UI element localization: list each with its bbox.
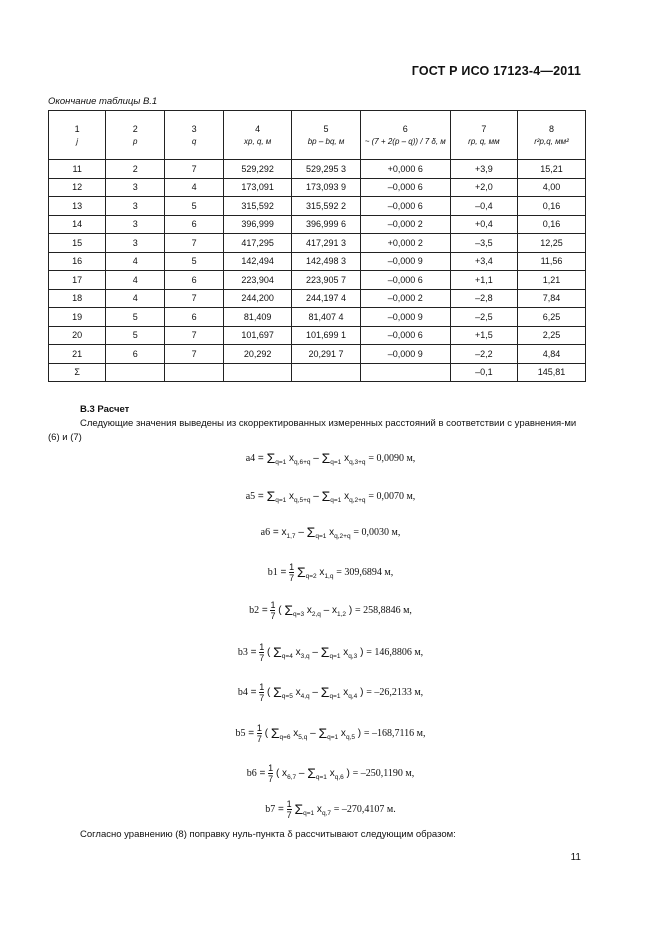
table-cell: 5: [165, 252, 224, 271]
table-cell: –0,000 6: [360, 178, 450, 197]
equation-result: = –168,7116 м,: [363, 728, 426, 740]
col-header-q: 3 q: [165, 111, 224, 160]
table-cell: 7: [165, 289, 224, 308]
sum-cell: 145,81: [517, 363, 585, 382]
table-cell: 529,295 3: [292, 160, 360, 179]
col-header-j: 1 j: [49, 111, 106, 160]
equation-lhs: a6: [260, 527, 271, 538]
table-cell: 7,84: [517, 289, 585, 308]
table-cell: 4: [106, 252, 165, 271]
table-cell: +3,9: [450, 160, 517, 179]
table-row: [49, 289, 586, 308]
table-cell: 4: [165, 178, 224, 197]
table-cell: 7: [165, 345, 224, 364]
table-row: [49, 215, 586, 234]
equation-expression: = $\frac{1}{7}$ ( $x_{6,7} - \Sigma_{q=1}$ $x_{q,6}$ ): [256, 763, 353, 784]
table-cell: 223,905 7: [292, 271, 360, 290]
table-cell: 396,999 6: [292, 215, 360, 234]
table-cell: 0,16: [517, 197, 585, 216]
equation-expression: = $\frac{1}{7}$ $\Sigma_{q=2}$ $x_{1,q}$: [277, 562, 334, 583]
equation: [0, 763, 661, 784]
table-cell: –0,000 6: [360, 326, 450, 345]
delta-note: Согласно уравнению (8) поправку нуль-пункта δ рассчитывают следующим образом:: [80, 829, 456, 840]
table-cell: 15,21: [517, 160, 585, 179]
table-row: [49, 160, 586, 179]
table-cell: 173,091: [223, 178, 291, 197]
table-cell: –0,000 9: [360, 308, 450, 327]
table-cell: 3: [106, 215, 165, 234]
table-cell: +0,4: [450, 215, 517, 234]
sum-cell: –0,1: [450, 363, 517, 382]
equation: [0, 488, 661, 504]
table-cell: +1,1: [450, 271, 517, 290]
equation-expression: = $\frac{1}{7}$ $\Sigma_{q=1}$ $x_{q,7}$: [275, 799, 331, 820]
table-cell: 3: [106, 197, 165, 216]
equation-lhs: b2: [249, 605, 260, 617]
table-cell: 396,999: [223, 215, 291, 234]
equation: [0, 524, 661, 540]
table-cell: 3: [106, 178, 165, 197]
equation-result: = 258,8846 м,: [354, 605, 412, 617]
table-cell: 16: [49, 252, 106, 271]
table-row: [49, 197, 586, 216]
table-row: [49, 234, 586, 253]
table-cell: 142,498 3: [292, 252, 360, 271]
table-row: [49, 178, 586, 197]
table-cell: 7: [165, 234, 224, 253]
table-cell: 101,697: [223, 326, 291, 345]
table-cell: 315,592: [223, 197, 291, 216]
table-cell: –2,8: [450, 289, 517, 308]
col-header-p: 2 p: [106, 111, 165, 160]
table-cell: 21: [49, 345, 106, 364]
equation-expression: = $\Sigma_{q=1}$ $x_{q,6+q} - \Sigma_{q=1}$ $x_{q,3+q}$: [255, 450, 366, 466]
sum-row: [49, 363, 586, 382]
sum-cell: Σ: [49, 363, 106, 382]
table-cell: 2,25: [517, 326, 585, 345]
sum-cell: [360, 363, 450, 382]
table-cell: 19: [49, 308, 106, 327]
table-cell: –0,000 6: [360, 197, 450, 216]
col-header-delta: 6 ~ (7 + 2(p – q)) / 7 δ, м: [360, 111, 450, 160]
table-cell: +1,5: [450, 326, 517, 345]
table-cell: 244,197 4: [292, 289, 360, 308]
sum-cell: [223, 363, 291, 382]
table-cell: 6,25: [517, 308, 585, 327]
equation: [0, 642, 661, 663]
equation-lhs: a5: [245, 491, 256, 502]
table-cell: 2: [106, 160, 165, 179]
equation: [0, 682, 661, 703]
equation-result: = 0,0090 м,: [368, 453, 416, 464]
equation: [0, 600, 661, 621]
table-cell: 529,292: [223, 160, 291, 179]
table-cell: –0,000 9: [360, 345, 450, 364]
equation-expression: = $\frac{1}{7}$ ( $\Sigma_{q=6}$ $x_{5,q} - \Sigma_{q=1}$ $x_{q,5}$ ): [245, 723, 364, 744]
table-cell: –0,000 6: [360, 271, 450, 290]
equation-expression: = $\frac{1}{7}$ ( $\Sigma_{q=5}$ $x_{4,q} - \Sigma_{q=1}$ $x_{q,4}$ ): [247, 682, 367, 703]
equation: [0, 723, 661, 744]
table-cell: 101,699 1: [292, 326, 360, 345]
table-cell: 5: [106, 308, 165, 327]
table-cell: –0,000 9: [360, 252, 450, 271]
col-header-r-squared: 8 r²p,q, мм²: [517, 111, 585, 160]
equation-result: = –250,1190 м,: [352, 768, 415, 780]
table-cell: 6: [106, 345, 165, 364]
table-cell: –0,4: [450, 197, 517, 216]
table-cell: 0,16: [517, 215, 585, 234]
table-cell: 173,093 9: [292, 178, 360, 197]
sum-cell: [165, 363, 224, 382]
table-cell: 17: [49, 271, 106, 290]
col-header-r: 7 rp, q, мм: [450, 111, 517, 160]
table-cell: 142,494: [223, 252, 291, 271]
table-cell: 4: [106, 289, 165, 308]
equation-result: = 0,0070 м,: [368, 491, 416, 502]
equation-expression: = $\frac{1}{7}$ ( $\Sigma_{q=4}$ $x_{3,q} - \Sigma_{q=1}$ $x_{q,3}$ ): [247, 642, 367, 663]
equation-expression: = $x_{1,7} - \Sigma_{q=1}$ $x_{q,2+q}$: [270, 524, 351, 540]
table-cell: 4,84: [517, 345, 585, 364]
table-cell: 5: [165, 197, 224, 216]
table-cell: 5: [106, 326, 165, 345]
equation-expression: = $\Sigma_{q=1}$ $x_{q,5+q} - \Sigma_{q=1}$ $x_{q,2+q}$: [255, 488, 366, 504]
equation-lhs: a4: [245, 453, 256, 464]
table-cell: 20: [49, 326, 106, 345]
table-cell: –2,2: [450, 345, 517, 364]
equation-expression: = $\frac{1}{7}$ ( $\Sigma_{q=3}$ $x_{2,q} - x_{1,2}$ ): [259, 600, 355, 621]
equation-result: = –26,2133 м,: [366, 687, 424, 699]
equation-lhs: b5: [235, 728, 246, 740]
equation: [0, 799, 661, 820]
table-cell: +2,0: [450, 178, 517, 197]
table-cell: 417,291 3: [292, 234, 360, 253]
table-cell: 20,292: [223, 345, 291, 364]
table-cell: 18: [49, 289, 106, 308]
table-cell: 11,56: [517, 252, 585, 271]
equation-lhs: b4: [237, 687, 248, 699]
table-cell: 81,407 4: [292, 308, 360, 327]
data-table: [48, 110, 586, 382]
section-paragraph: Следующие значения выведены из скорректированных измеренных расстояний в соответствии с уравнения-ми (6) и (7): [48, 418, 577, 443]
table-caption: Окончание таблицы В.1: [48, 96, 158, 107]
table-cell: 4,00: [517, 178, 585, 197]
table-cell: 3: [106, 234, 165, 253]
table-row: [49, 308, 586, 327]
document-header: ГОСТ Р ИСО 17123-4—2011: [411, 64, 581, 78]
sum-cell: [292, 363, 360, 382]
equation-result: = –270,4107 м.: [333, 804, 396, 816]
table-cell: –0,000 2: [360, 215, 450, 234]
sum-cell: [106, 363, 165, 382]
equation: [0, 562, 661, 583]
table-cell: 81,409: [223, 308, 291, 327]
table-cell: 315,592 2: [292, 197, 360, 216]
table-row: [49, 252, 586, 271]
table-cell: 7: [165, 160, 224, 179]
table-cell: 223,904: [223, 271, 291, 290]
table-header-row: [49, 111, 586, 160]
table-row: [49, 345, 586, 364]
table-cell: 12,25: [517, 234, 585, 253]
equation-lhs: b6: [246, 768, 257, 780]
section-title: В.3 Расчет: [80, 404, 130, 415]
table-cell: –2,5: [450, 308, 517, 327]
table-cell: 13: [49, 197, 106, 216]
table-cell: –0,000 2: [360, 289, 450, 308]
table-row: [49, 271, 586, 290]
table-cell: +0,000 6: [360, 160, 450, 179]
page-number: 11: [570, 852, 581, 863]
table-cell: +3,4: [450, 252, 517, 271]
table-cell: 11: [49, 160, 106, 179]
equation: [0, 450, 661, 466]
table-cell: 15: [49, 234, 106, 253]
table-cell: 244,200: [223, 289, 291, 308]
equation-result: = 146,8806 м,: [366, 647, 424, 659]
table-cell: 6: [165, 271, 224, 290]
table-cell: 4: [106, 271, 165, 290]
table-cell: +0,000 2: [360, 234, 450, 253]
table-cell: 6: [165, 215, 224, 234]
table-cell: 7: [165, 326, 224, 345]
table-cell: 12: [49, 178, 106, 197]
equation-result: = 0,0030 м,: [353, 527, 401, 538]
equation-lhs: b1: [267, 567, 278, 579]
table-cell: 1,21: [517, 271, 585, 290]
col-header-b-diff: 5 bp – bq, м: [292, 111, 360, 160]
equation-result: = 309,6894 м,: [336, 567, 394, 579]
table-row: [49, 326, 586, 345]
equation-lhs: b7: [265, 804, 276, 816]
table-cell: 14: [49, 215, 106, 234]
col-header-x: 4 xp, q, м: [223, 111, 291, 160]
table-cell: 6: [165, 308, 224, 327]
table-cell: –3,5: [450, 234, 517, 253]
equation-lhs: b3: [237, 647, 248, 659]
table-cell: 417,295: [223, 234, 291, 253]
table-cell: 20,291 7: [292, 345, 360, 364]
